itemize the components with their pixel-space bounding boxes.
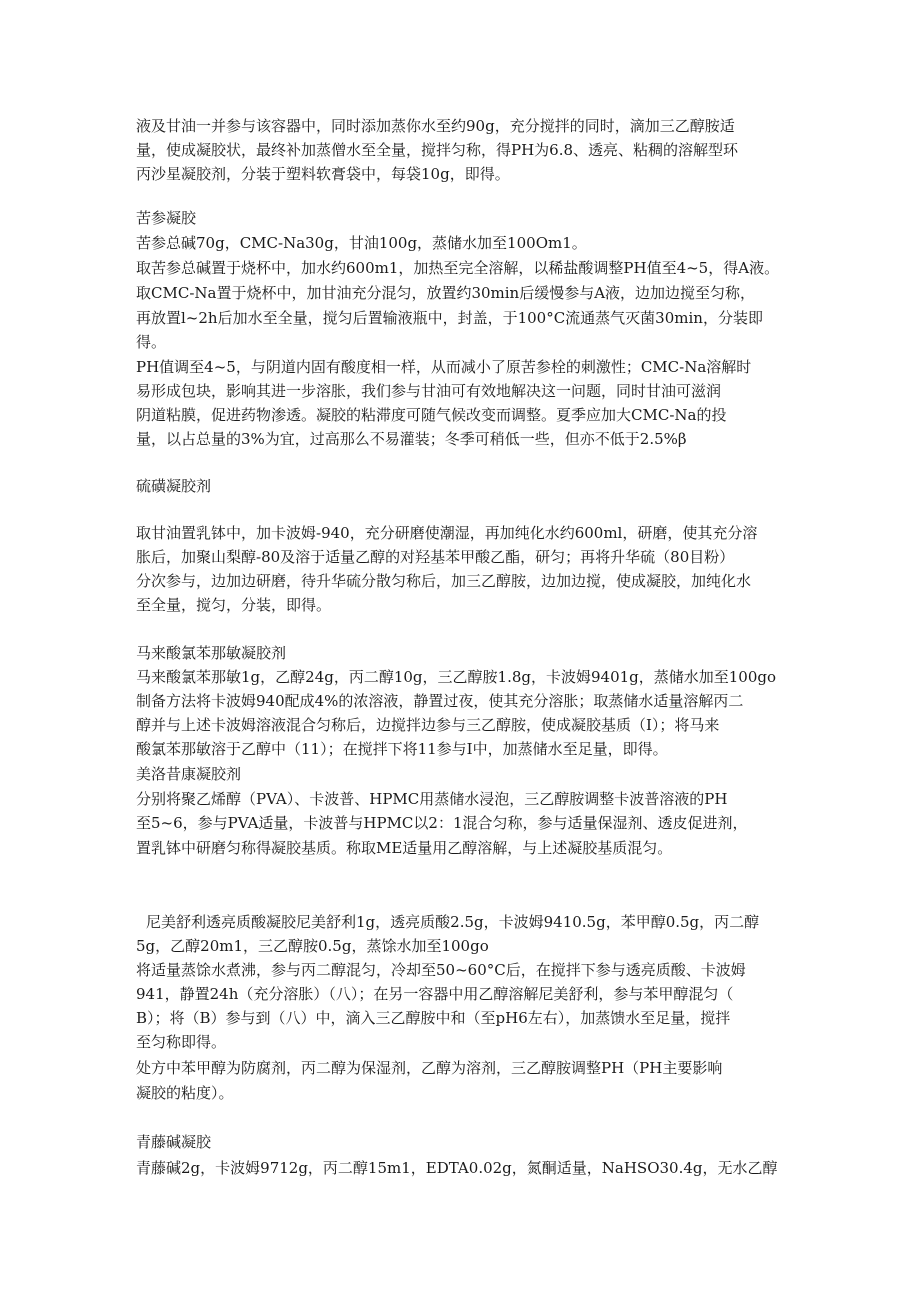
paragraph-line: 941，静置24h（充分溶胀）（八）；在另一容器中用乙醇溶解尼美舒利，参与苯甲醇混匀（ xyxy=(136,985,734,1003)
paragraph-line: 再放置l~2h后加水至全量，搅匀后置输液瓶中，封盖，于100°C流通蒸气灭菌30min，分装即 xyxy=(136,309,763,327)
paragraph-line: 取甘油置乳钵中，加卡波姆-940，充分研磨使潮湿，再加纯化水约600ml，研磨，使其充分溶 xyxy=(136,524,758,542)
paragraph-line: 至全量，搅匀，分装，即得。 xyxy=(136,596,332,614)
paragraph-line: 量，以占总量的3%为宜，过高那么不易灌装；冬季可稍低一些，但亦不低于2.5%β xyxy=(136,430,687,448)
paragraph-line: 青藤碱2g，卡波姆9712g，丙二醇15m1，EDTA0.02g，氮酮适量，NaHSO30.4g，无水乙醇 xyxy=(136,1159,778,1177)
paragraph-line: 处方中苯甲醇为防腐剂，丙二醇为保湿剂，乙醇为溶剂，三乙醇胺调整PH（PH主要影响 xyxy=(136,1059,723,1077)
paragraph-line: 凝胶的粘度）。 xyxy=(136,1084,234,1102)
paragraph-line: PH值调至4~5，与阴道内固有酸度相一样，从而减小了原苦参栓的刺激性；CMC-Na溶解时 xyxy=(136,358,752,376)
paragraph-line: 将适量蒸馀水煮沸，参与丙二醇混匀，冷却至50~60°C后，在搅拌下参与透亮质酸、卡波姆 xyxy=(136,961,746,979)
paragraph-line: 分别将聚乙烯醇（PVA）、卡波普、HPMC用蒸储水浸泡，三乙醇胺调整卡波普溶液的PH xyxy=(136,790,728,808)
paragraph-line: 分次参与，边加边研磨，待升华硫分散匀称后，加三乙醇胺，边加边搅，使成凝胶，加纯化水 xyxy=(136,572,752,590)
paragraph-line: 置乳钵中研磨匀称得凝胶基质。称取ME适量用乙醇溶解，与上述凝胶基质混匀。 xyxy=(136,839,673,857)
section-heading: 马来酸氯苯那敏凝胶剂 xyxy=(136,644,287,662)
paragraph-line: 制备方法将卡波姆940配成4%的浓溶液，静置过夜，使其充分溶胀；取蒸储水适量溶解丙二 xyxy=(136,692,744,710)
paragraph-line: 醇并与上述卡波姆溶液混合匀称后，边搅拌边参与三乙醇胺，使成凝胶基质（I）；将马来 xyxy=(136,716,720,734)
paragraph-line: 量，使成凝胶状，最终补加蒸僧水至全量，搅拌匀称，得PH为6.8、透亮、粘稠的溶解型环 xyxy=(136,141,739,159)
paragraph-line: 阴道粘膜，促进药物渗透。凝胶的粘滞度可随气候改变而调整。夏季应加大CMC-Na的投 xyxy=(136,406,727,424)
paragraph-line: 马来酸氯苯那敏1g，乙醇24g，丙二醇10g，三乙醇胺1.8g，卡波姆9401g，蒸储水加至100go xyxy=(136,668,777,686)
paragraph-line: 得。 xyxy=(136,333,167,351)
paragraph-line: 液及甘油一并参与该容器中，同时添加蒸你水至约90g，充分搅拌的同时，滴加三乙醇胺适 xyxy=(136,117,735,135)
section-heading: 苦参凝胶 xyxy=(136,209,197,227)
section-heading: 青藤碱凝胶 xyxy=(136,1133,212,1151)
paragraph-line: 取CMC-Na置于烧杯中，加甘油充分混匀，放置约30min后缓慢参与A液，边加边搅至匀称， xyxy=(136,284,756,302)
paragraph-line: B）；将（B）参与到（八）中，滴入三乙醇胺中和（至pH6左右），加蒸馈水至足量，搅拌 xyxy=(136,1009,731,1027)
paragraph-line: 5g，乙醇20m1，三乙醇胺0.5g，蒸馀水加至100go xyxy=(136,937,489,955)
paragraph-line: 至匀称即得。 xyxy=(136,1033,227,1051)
section-heading: 尼美舒利透亮质酸凝胶尼美舒利1g，透亮质酸2.5g，卡波姆9410.5g，苯甲醇0.5g，丙二醇 xyxy=(146,913,760,931)
section-heading: 美洛昔康凝胶剂 xyxy=(136,765,242,783)
paragraph-line: 胀后，加聚山梨醇-80及溶于适量乙醇的对羟基苯甲酸乙酯，研匀；再将升华硫（80目粉） xyxy=(136,548,735,566)
section-heading: 硫磺凝胶剂 xyxy=(136,477,212,495)
paragraph-line: 至5~6，参与PVA适量，卡波普与HPMC以2：1混合匀称，参与适量保湿剂、透皮促进剂， xyxy=(136,814,748,832)
paragraph-line: 丙沙星凝胶剂，分装于塑料软膏袋中，每袋10g，即得。 xyxy=(136,165,510,183)
paragraph-line: 苦参总碱70g，CMC-Na30g，甘油100g，蒸储水加至100Om1。 xyxy=(136,234,587,252)
paragraph-line: 酸氯苯那敏溶于乙醇中（11）；在搅拌下将11参与I中，加蒸储水至足量，即得。 xyxy=(136,740,668,758)
paragraph-line: 易形成包块，影响其进一步溶胀，我们参与甘油可有效地解决这一问题，同时甘油可滋润 xyxy=(136,382,722,400)
paragraph-line: 取苦参总碱置于烧杯中，加水约600m1，加热至完全溶解，以稀盐酸调整PH值至4~5，得A液。 xyxy=(136,259,780,277)
